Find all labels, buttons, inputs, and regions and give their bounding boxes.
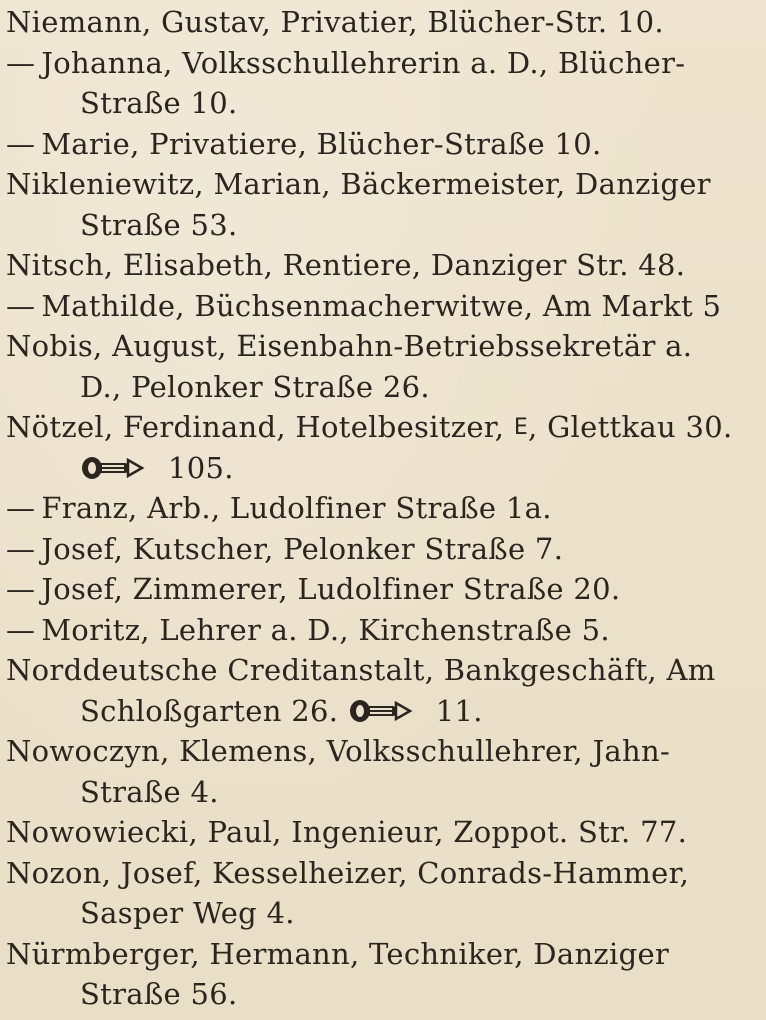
entry-text: Straße 10.	[80, 86, 238, 120]
entry-text: Josef, Zimmerer, Ludolfiner Straße 20.	[41, 572, 621, 606]
entry-continuation	[6, 83, 756, 124]
entry-text: Nitsch, Elisabeth, Rentiere, Danziger Str. 48.	[6, 248, 686, 282]
entry-line	[6, 853, 756, 894]
entry-line	[6, 529, 756, 570]
entry-text: Niemann, Gustav, Privatier, Blücher-Str. 10.	[6, 5, 664, 39]
entry-line	[6, 650, 756, 691]
entry-text: Straße 56.	[80, 977, 238, 1011]
entry-text: Nötzel, Ferdinand, Hotelbesitzer,	[6, 410, 505, 444]
entry-line	[6, 286, 756, 327]
entry-line	[6, 124, 756, 165]
entry-line	[6, 407, 756, 448]
entry-text: 105.	[168, 450, 234, 485]
entry-continuation	[6, 974, 756, 1015]
ditto-dash: —	[6, 531, 36, 566]
entry-line	[6, 2, 756, 43]
entry-continuation	[6, 691, 756, 732]
entry-text: Sasper Weg 4.	[80, 896, 295, 930]
entry-text-tail: , Glettkau 30.	[528, 410, 733, 444]
entry-line	[6, 43, 756, 84]
telephone-receiver-icon	[80, 456, 158, 480]
entry-line	[6, 731, 756, 772]
ditto-dash: —	[6, 288, 36, 323]
entry-text: Straße 4.	[80, 774, 219, 809]
entry-text: Nowoczyn, Klemens, Volksschullehrer, Jahn-	[6, 734, 671, 768]
entry-text: Moritz, Lehrer a. D., Kirchenstraße 5.	[41, 612, 610, 647]
entry-text-tail: 11.	[435, 693, 483, 728]
entry-line	[6, 610, 756, 651]
telephone-receiver-icon	[348, 699, 426, 723]
ditto-dash: —	[6, 612, 36, 647]
entry-text: Marie, Privatiere, Blücher-Straße 10.	[41, 126, 602, 161]
entry-line	[6, 326, 756, 367]
entry-line	[6, 245, 756, 286]
entry-line	[6, 934, 756, 975]
entry-text: Nowowiecki, Paul, Ingenieur, Zoppot. Str. 77.	[6, 815, 688, 849]
ditto-dash: —	[6, 126, 36, 161]
entry-text: Nozon, Josef, Kesselheizer, Conrads-Hammer,	[6, 855, 690, 890]
entry-text: Josef, Kutscher, Pelonker Straße 7.	[41, 531, 564, 566]
ditto-dash: —	[6, 45, 36, 80]
entry-line	[6, 164, 756, 205]
entry-continuation	[6, 448, 756, 489]
entry-continuation	[6, 772, 756, 813]
entry-text: Johanna, Volksschullehrerin a. D., Blücher-	[41, 45, 686, 80]
entry-continuation	[6, 893, 756, 934]
entry-line	[6, 488, 756, 529]
entry-text: Nikleniewitz, Marian, Bäckermeister, Danziger	[6, 167, 711, 201]
entry-text: Nürmberger, Hermann, Techniker, Danziger	[6, 936, 670, 971]
entry-line	[6, 812, 756, 853]
marker-e: E	[513, 415, 529, 440]
entry-text: Schloßgarten 26.	[80, 693, 339, 728]
entry-line	[6, 569, 756, 610]
entry-continuation	[6, 205, 756, 246]
entry-text: Nobis, August, Eisenbahn-Betriebssekretär a.	[6, 329, 693, 363]
entry-text: Franz, Arb., Ludolfiner Straße 1a.	[41, 491, 552, 525]
entry-text: D., Pelonker Straße 26.	[80, 369, 430, 404]
entry-text: Norddeutsche Creditanstalt, Bankgeschäft, Am	[6, 653, 716, 687]
entry-continuation	[6, 367, 756, 408]
entry-text: Mathilde, Büchsenmacherwitwe, Am Markt 5	[41, 288, 722, 323]
entry-text: Straße 53.	[80, 207, 238, 242]
ditto-dash: —	[6, 491, 36, 525]
ditto-dash: —	[6, 572, 36, 606]
